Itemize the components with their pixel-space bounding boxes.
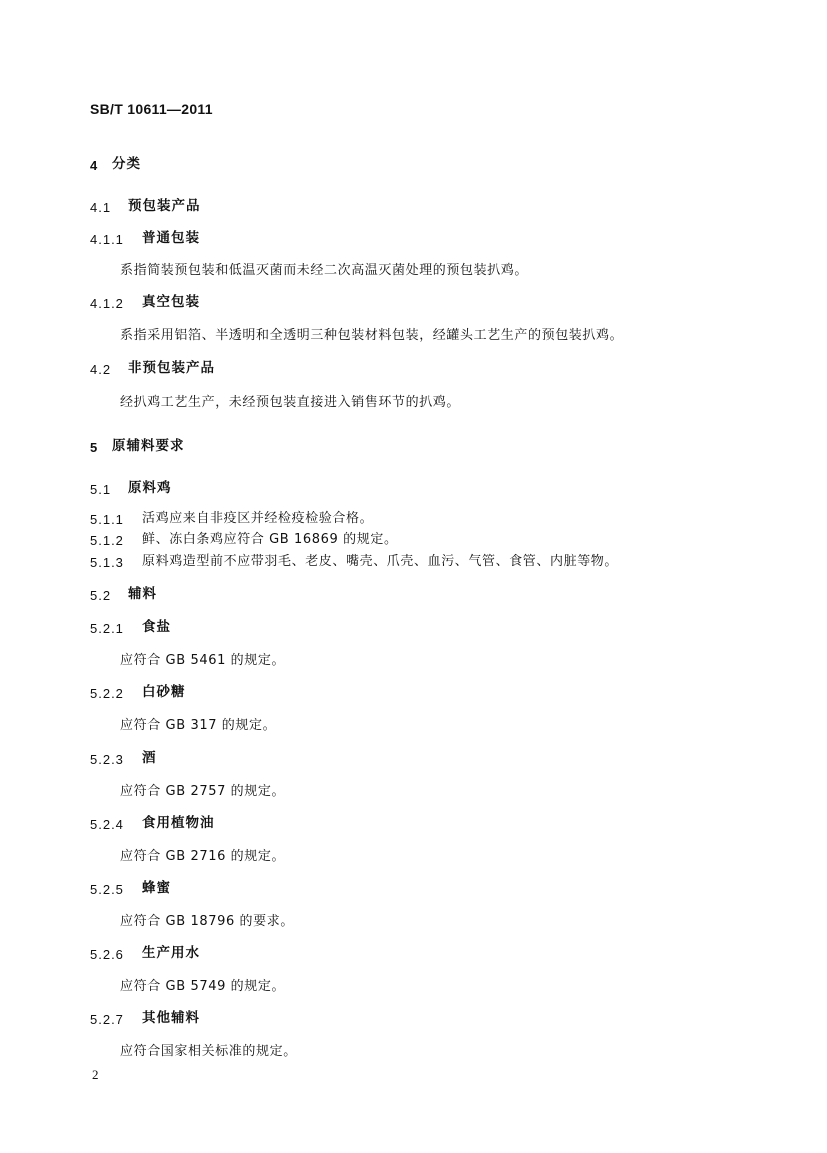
clause-text: 系指采用铝箔、半透明和全透明三种包装材料包装，经罐头工艺生产的预包装扒鸡。 [120, 328, 624, 343]
clause-text: 应符合 GB 5749 的规定。 [120, 979, 286, 994]
clause-number: 5.2.1 [90, 621, 124, 636]
clause-title: 蜂蜜 [142, 880, 171, 896]
clause-title: 分类 [112, 156, 141, 172]
clause-text: 应符合 GB 317 的规定。 [120, 718, 277, 733]
page-number: 2 [92, 1067, 99, 1082]
clause-title: 其他辅料 [142, 1010, 200, 1026]
clause-text: 应符合 GB 5461 的规定。 [120, 653, 286, 668]
clause-title: 食用植物油 [142, 815, 215, 831]
clause-title: 原料鸡 [128, 480, 172, 496]
clause-number: 5.2.2 [90, 686, 124, 701]
clause-title: 酒 [142, 750, 157, 766]
clause-text: 应符合 GB 2716 的规定。 [120, 849, 286, 864]
clause-number: 4.1.1 [90, 232, 124, 247]
clause-number: 4 [90, 158, 99, 173]
clause-text: 系指简装预包装和低温灭菌而未经二次高温灭菌处理的预包装扒鸡。 [120, 263, 529, 278]
clause-number: 5.2.6 [90, 947, 124, 962]
clause-title: 食盐 [142, 619, 171, 635]
clause-text: 鲜、冻白条鸡应符合 GB 16869 的规定。 [142, 532, 398, 547]
clause-title: 非预包装产品 [128, 360, 215, 376]
clause-title: 辅料 [128, 586, 157, 602]
clause-text: 经扒鸡工艺生产，未经预包装直接进入销售环节的扒鸡。 [120, 395, 461, 410]
clause-title: 预包装产品 [128, 198, 201, 214]
clause-number: 5.1.2 [90, 533, 124, 548]
standard-code: SB/T 10611—2011 [90, 101, 213, 117]
clause-number: 5.1.1 [90, 512, 124, 527]
clause-number: 5.2.4 [90, 817, 124, 832]
clause-text: 应符合 GB 18796 的要求。 [120, 914, 294, 929]
clause-title: 普通包装 [142, 230, 200, 246]
clause-text: 应符合国家相关标准的规定。 [120, 1044, 297, 1059]
clause-title: 生产用水 [142, 945, 200, 961]
clause-text: 原料鸡造型前不应带羽毛、老皮、嘴壳、爪壳、血污、气管、食管、内脏等物。 [142, 554, 619, 569]
clause-title: 白砂糖 [142, 684, 186, 700]
clause-number: 5 [90, 440, 99, 455]
clause-text: 活鸡应来自非疫区并经检疫检验合格。 [142, 511, 374, 526]
clause-number: 5.2.3 [90, 752, 124, 767]
clause-number: 4.1.2 [90, 296, 124, 311]
clause-number: 4.2 [90, 362, 112, 377]
clause-number: 5.1 [90, 482, 112, 497]
clause-number: 5.2.7 [90, 1012, 124, 1027]
clause-number: 4.1 [90, 200, 112, 215]
clause-number: 5.1.3 [90, 555, 124, 570]
clause-number: 5.2.5 [90, 882, 124, 897]
clause-title: 原辅料要求 [112, 438, 185, 454]
clause-number: 5.2 [90, 588, 112, 603]
clause-text: 应符合 GB 2757 的规定。 [120, 784, 286, 799]
clause-title: 真空包装 [142, 294, 200, 310]
